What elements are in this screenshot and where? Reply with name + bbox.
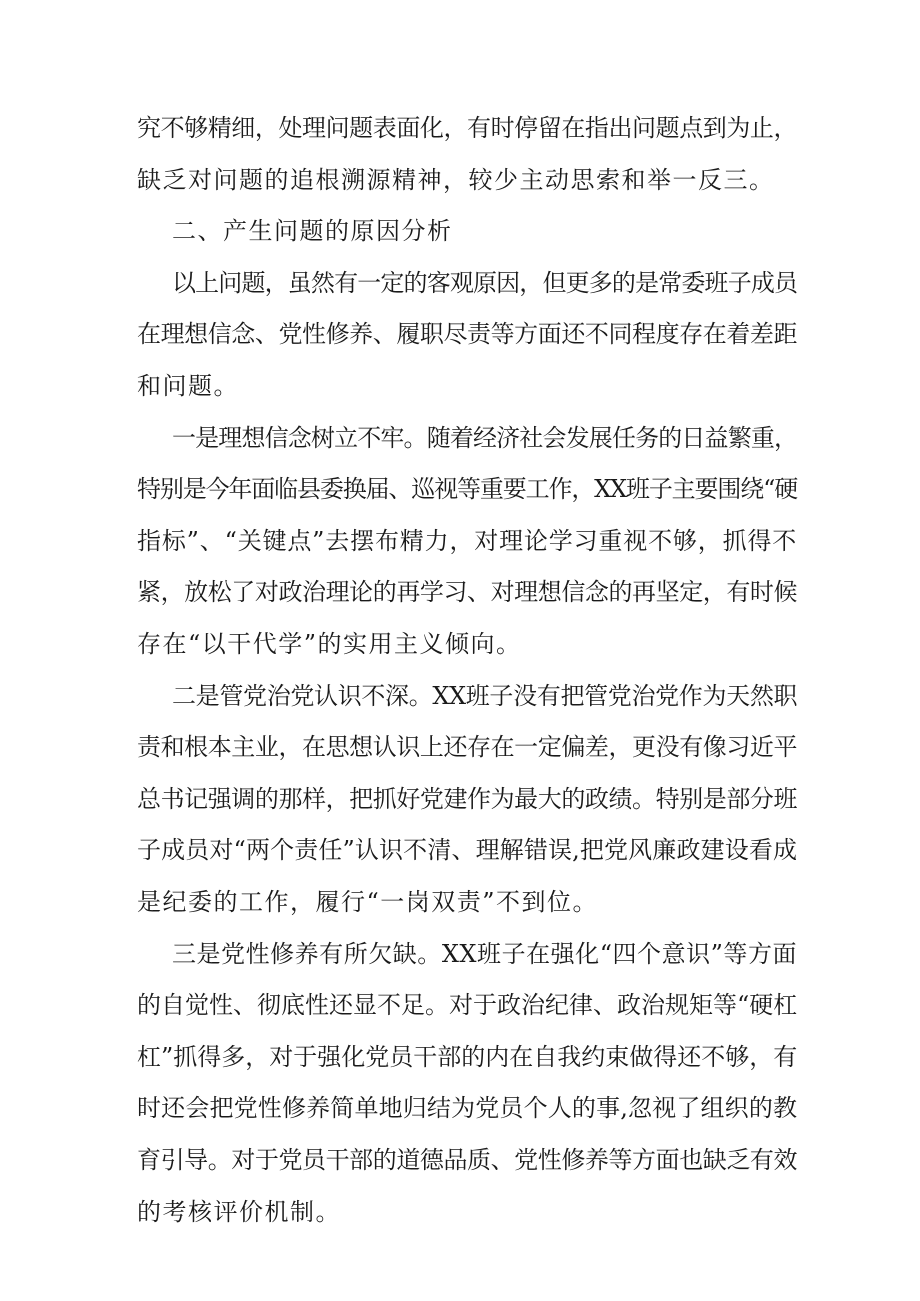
paragraph-line: 子成员对“两个责任”认识不清、理解错误,把党风廉政建设看成 [137,836,797,864]
paragraph-line: 育引导。对于党员干部的道德品质、党性修养等方面也缺乏有效 [137,1146,797,1174]
paragraph-line: 以上问题，虽然有一定的客观原因，但更多的是常委班子成员 [172,269,797,297]
paragraph-line: 究不够精细，处理问题表面化，有时停留在指出问题点到为止， [137,114,797,142]
paragraph-line: 是纪委的工作，履行“一岗双责”不到位。 [137,888,599,916]
paragraph-line: 指标”、“关键点”去摆布精力，对理论学习重视不够，抓得不 [137,527,797,555]
paragraph-line: 的考核评价机制。 [137,1198,341,1226]
paragraph-line: 的自觉性、彻底性还显不足。对于政治纪律、政治规矩等“硬杠 [137,991,798,1019]
paragraph-line: 在理想信念、党性修养、履职尽责等方面还不同程度存在着差距 [137,320,797,348]
paragraph-line: 二是管党治党认识不深。XX班子没有把管党治党作为天然职 [172,682,797,710]
paragraph-line: 一是理想信念树立不牢。随着经济社会发展任务的日益繁重， [172,424,797,452]
paragraph-line: 紧，放松了对政治理论的再学习、对理想信念的再坚定，有时候 [137,578,797,606]
paragraph-line: 责和根本主业，在思想认识上还存在一定偏差，更没有像习近平 [137,733,797,761]
paragraph-line: 时还会把党性修养简单地归结为党员个人的事,忽视了组织的教 [137,1094,797,1122]
paragraph-line: 和问题。 [137,372,239,400]
paragraph-line: 缺乏对问题的追根溯源精神，较少主动思索和举一反三。 [137,166,775,194]
paragraph-line: 杠”抓得多，对于强化党员干部的内在自我约束做得还不够，有 [137,1043,798,1071]
paragraph-line: 存在“以干代学”的实用主义倾向。 [137,630,522,658]
section-heading: 二、产生问题的原因分析 [172,217,453,245]
paragraph-line: 特别是今年面临县委换届、巡视等重要工作，XX班子主要围绕“硬 [137,475,797,503]
paragraph-line: 三是党性修养有所欠缺。XX班子在强化“四个意识”等方面 [172,940,797,968]
paragraph-line: 总书记强调的那样，把抓好党建作为最大的政绩。特别是部分班 [137,785,797,813]
